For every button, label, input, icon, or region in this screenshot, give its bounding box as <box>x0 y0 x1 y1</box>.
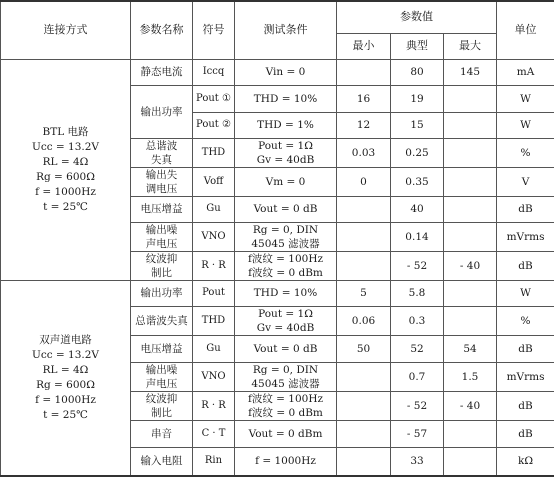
test-condition-cell-line: Vin = 0 <box>235 65 336 79</box>
typ-value-cell: 0.3 <box>391 306 444 335</box>
test-condition-cell-line: 45045 滤波器 <box>235 377 336 391</box>
param-name-cell-line: 静态电流 <box>131 65 192 79</box>
min-value-cell <box>337 222 391 251</box>
param-name-cell-line: 总谐波 <box>131 139 192 153</box>
group-condition-cell-line: 双声道电路 <box>1 333 130 348</box>
unit-cell: dB <box>497 391 554 420</box>
unit-cell: dB <box>497 420 554 447</box>
min-value-cell <box>337 362 391 391</box>
min-value-cell <box>337 391 391 420</box>
param-name-cell-line: 制比 <box>131 266 192 280</box>
min-value-cell: 0 <box>337 167 391 196</box>
test-condition-cell-line: Pout = 1Ω <box>235 139 336 153</box>
test-condition-cell <box>235 306 337 335</box>
group-condition-cell-line: RL = 4Ω <box>1 363 130 378</box>
param-name-cell-line: 总谐波失真 <box>131 314 192 328</box>
unit-cell: W <box>497 85 554 112</box>
symbol-cell: Voff <box>193 167 235 196</box>
symbol-cell: R · R <box>193 251 235 280</box>
symbol-cell: VNO <box>193 362 235 391</box>
unit-cell: mA <box>497 59 554 85</box>
test-condition-cell-line: Gv = 40dB <box>235 153 336 167</box>
test-condition-cell-line: Vout = 0 dB <box>235 202 336 216</box>
header-param-name: 参数名称 <box>131 1 193 59</box>
typ-value-cell: 0.25 <box>391 138 444 167</box>
group-condition-cell <box>1 59 131 280</box>
param-name-cell <box>131 447 193 476</box>
symbol-cell: THD <box>193 306 235 335</box>
unit-cell: mVrms <box>497 222 554 251</box>
typ-value-cell: 80 <box>391 59 444 85</box>
header-symbol: 符号 <box>193 1 235 59</box>
max-value-cell <box>444 167 497 196</box>
test-condition-cell <box>235 222 337 251</box>
typ-value-cell: 0.7 <box>391 362 444 391</box>
min-value-cell: 5 <box>337 280 391 306</box>
unit-cell: kΩ <box>497 447 554 476</box>
param-name-cell-line: 制比 <box>131 406 192 420</box>
test-condition-cell-line: f波纹 = 0 dBm <box>235 266 336 280</box>
unit-cell: V <box>497 167 554 196</box>
max-value-cell <box>444 420 497 447</box>
group-condition-cell <box>1 280 131 476</box>
param-name-cell <box>131 391 193 420</box>
typ-value-cell: - 52 <box>391 391 444 420</box>
test-condition-cell-line: f波纹 = 100Hz <box>235 392 336 406</box>
max-value-cell <box>444 85 497 112</box>
param-name-cell-line: 输出噪 <box>131 363 192 377</box>
symbol-cell: Pout <box>193 280 235 306</box>
header-typ: 典型 <box>391 33 444 59</box>
test-condition-cell-line: f波纹 = 100Hz <box>235 252 336 266</box>
test-condition-cell-line: THD = 10% <box>235 92 336 106</box>
test-condition-cell <box>235 167 337 196</box>
group-condition-cell-line: f = 1000Hz <box>1 393 130 408</box>
group-condition-cell-line: BTL 电路 <box>1 125 130 140</box>
typ-value-cell: 15 <box>391 112 444 138</box>
table-row <box>1 59 554 85</box>
param-name-cell-line: 调电压 <box>131 182 192 196</box>
test-condition-cell <box>235 447 337 476</box>
max-value-cell <box>444 306 497 335</box>
group-condition-cell-line: Rg = 600Ω <box>1 170 130 185</box>
test-condition-cell <box>235 196 337 222</box>
min-value-cell: 16 <box>337 85 391 112</box>
param-name-cell <box>131 251 193 280</box>
min-value-cell: 0.06 <box>337 306 391 335</box>
max-value-cell: - 40 <box>444 391 497 420</box>
test-condition-cell <box>235 420 337 447</box>
unit-cell: dB <box>497 335 554 362</box>
unit-cell: % <box>497 306 554 335</box>
min-value-cell: 12 <box>337 112 391 138</box>
test-condition-cell <box>235 85 337 112</box>
test-condition-cell-line: f波纹 = 0 dBm <box>235 406 336 420</box>
group-condition-cell-line: Ucc = 13.2V <box>1 140 130 155</box>
test-condition-cell <box>235 59 337 85</box>
max-value-cell: 1.5 <box>444 362 497 391</box>
param-name-cell <box>131 420 193 447</box>
min-value-cell <box>337 447 391 476</box>
table-row <box>1 280 554 306</box>
header-test-condition: 测试条件 <box>235 1 337 59</box>
typ-value-cell: 40 <box>391 196 444 222</box>
param-name-cell <box>131 362 193 391</box>
param-name-cell <box>131 222 193 251</box>
header-min: 最小 <box>337 33 391 59</box>
test-condition-cell-line: 45045 滤波器 <box>235 237 336 251</box>
header-unit: 单位 <box>497 1 554 59</box>
max-value-cell <box>444 196 497 222</box>
max-value-cell <box>444 222 497 251</box>
typ-value-cell: 5.8 <box>391 280 444 306</box>
test-condition-cell-line: Gv = 40dB <box>235 321 336 335</box>
typ-value-cell: 0.14 <box>391 222 444 251</box>
test-condition-cell-line: Vout = 0 dB <box>235 342 336 356</box>
min-value-cell <box>337 420 391 447</box>
typ-value-cell: 19 <box>391 85 444 112</box>
test-condition-cell-line: Vout = 0 dBm <box>235 427 336 441</box>
min-value-cell <box>337 59 391 85</box>
group-condition-cell-line: Rg = 600Ω <box>1 378 130 393</box>
group-condition-cell-line: f = 1000Hz <box>1 185 130 200</box>
group-condition-cell-line: t = 25℃ <box>1 200 130 215</box>
param-name-cell-line: 输出噪 <box>131 223 192 237</box>
param-name-cell-line: 输出失 <box>131 168 192 182</box>
param-name-cell-line: 纹波抑 <box>131 252 192 266</box>
max-value-cell <box>444 280 497 306</box>
test-condition-cell-line: THD = 1% <box>235 118 336 132</box>
group-condition-cell-line: t = 25℃ <box>1 408 130 423</box>
test-condition-cell-line: Vm = 0 <box>235 175 336 189</box>
unit-cell: dB <box>497 251 554 280</box>
test-condition-cell-line: Rg = 0, DIN <box>235 223 336 237</box>
test-condition-cell <box>235 391 337 420</box>
test-condition-cell-line: Pout = 1Ω <box>235 307 336 321</box>
param-name-cell-line: 声电压 <box>131 237 192 251</box>
symbol-cell: R · R <box>193 391 235 420</box>
spec-table-body <box>1 59 554 476</box>
test-condition-cell <box>235 362 337 391</box>
param-name-cell-line: 输入电阻 <box>131 454 192 468</box>
param-name-cell <box>131 196 193 222</box>
test-condition-cell <box>235 112 337 138</box>
symbol-cell: VNO <box>193 222 235 251</box>
min-value-cell: 0.03 <box>337 138 391 167</box>
symbol-cell: THD <box>193 138 235 167</box>
unit-cell: W <box>497 112 554 138</box>
max-value-cell <box>444 138 497 167</box>
param-name-cell-line: 电压增益 <box>131 202 192 216</box>
typ-value-cell: 33 <box>391 447 444 476</box>
unit-cell: dB <box>497 196 554 222</box>
unit-cell: mVrms <box>497 362 554 391</box>
param-name-cell <box>131 138 193 167</box>
typ-value-cell: - 52 <box>391 251 444 280</box>
symbol-cell: Gu <box>193 196 235 222</box>
typ-value-cell: - 57 <box>391 420 444 447</box>
test-condition-cell <box>235 280 337 306</box>
max-value-cell: 145 <box>444 59 497 85</box>
param-name-cell-line: 串音 <box>131 427 192 441</box>
header-connection: 连接方式 <box>1 1 131 59</box>
param-name-cell-line: 输出功率 <box>131 105 192 119</box>
typ-value-cell: 0.35 <box>391 167 444 196</box>
param-name-cell-line: 输出功率 <box>131 286 192 300</box>
param-name-cell-line: 失真 <box>131 153 192 167</box>
min-value-cell <box>337 251 391 280</box>
max-value-cell: - 40 <box>444 251 497 280</box>
test-condition-cell <box>235 335 337 362</box>
symbol-cell: Rin <box>193 447 235 476</box>
typ-value-cell: 52 <box>391 335 444 362</box>
test-condition-cell-line: THD = 10% <box>235 286 336 300</box>
min-value-cell: 50 <box>337 335 391 362</box>
test-condition-cell-line: f = 1000Hz <box>235 454 336 468</box>
max-value-cell: 54 <box>444 335 497 362</box>
param-name-cell-line: 电压增益 <box>131 342 192 356</box>
unit-cell: W <box>497 280 554 306</box>
symbol-cell: C · T <box>193 420 235 447</box>
param-name-cell <box>131 167 193 196</box>
symbol-cell: Pout ② <box>193 112 235 138</box>
header-max: 最大 <box>444 33 497 59</box>
symbol-cell: Pout ① <box>193 85 235 112</box>
symbol-cell: Gu <box>193 335 235 362</box>
test-condition-cell <box>235 138 337 167</box>
param-name-cell <box>131 280 193 306</box>
param-name-cell-line: 纹波抑 <box>131 392 192 406</box>
test-condition-cell <box>235 251 337 280</box>
min-value-cell <box>337 196 391 222</box>
param-name-cell <box>131 335 193 362</box>
symbol-cell: Iccq <box>193 59 235 85</box>
param-name-cell <box>131 59 193 85</box>
group-condition-cell-line: Ucc = 13.2V <box>1 348 130 363</box>
unit-cell: % <box>497 138 554 167</box>
group-condition-cell-line: RL = 4Ω <box>1 155 130 170</box>
max-value-cell <box>444 112 497 138</box>
param-name-cell <box>131 85 193 138</box>
test-condition-cell-line: Rg = 0, DIN <box>235 363 336 377</box>
param-name-cell-line: 声电压 <box>131 377 192 391</box>
param-name-cell <box>131 306 193 335</box>
max-value-cell <box>444 447 497 476</box>
header-param-value: 参数值 <box>337 1 497 33</box>
